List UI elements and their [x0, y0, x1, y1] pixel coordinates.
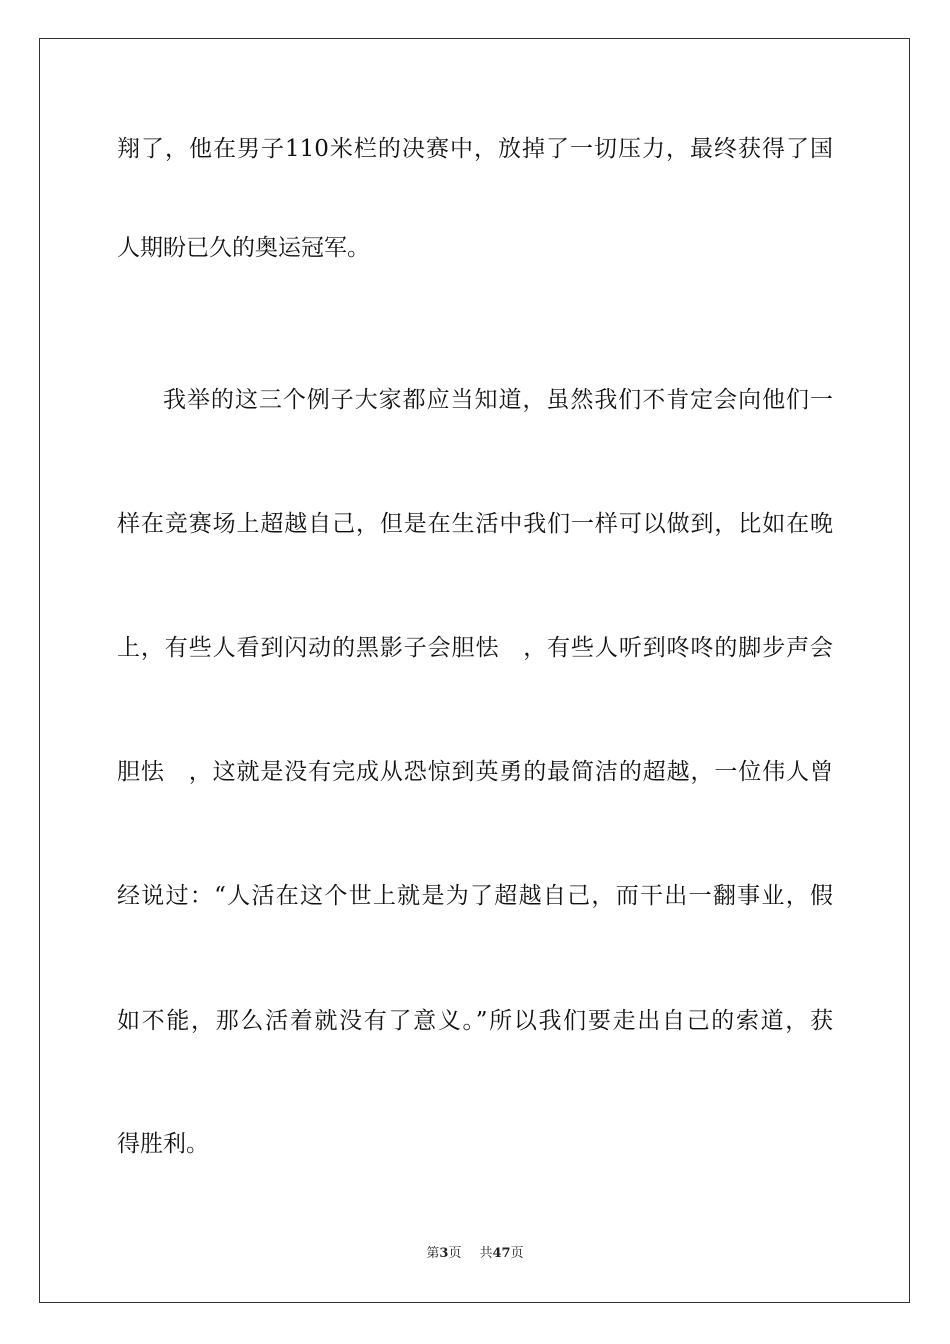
page-label-suffix: 页 [448, 1246, 462, 1261]
text-line: 人期盼已久的奥运冠军。 [117, 235, 370, 261]
text-line-paragraph-start: 我举的这三个例子大家都应当知道，虽然我们不肯定会向他们一 [163, 387, 833, 413]
page-label-prefix: 第 [426, 1246, 440, 1261]
page-border [39, 38, 910, 1303]
total-label-prefix: 共 [479, 1246, 493, 1261]
page-footer [0, 1246, 950, 1262]
text-line: 样在竞赛场上超越自己，但是在生活中我们一样可以做到，比如在晚 [117, 511, 833, 537]
text-line: 如不能，那么活着就没有了意义。”所以我们要走出自己的索道，获 [117, 1008, 833, 1034]
text-line: 胆怯 ，这就是没有完成从恐惊到英勇的最简洁的超越，一位伟人曾 [117, 759, 833, 785]
current-page-number: 3 [439, 1246, 449, 1261]
total-page-number: 47 [492, 1246, 511, 1261]
text-line: 翔了，他在男子110米栏的决赛中，放掉了一切压力，最终获得了国 [117, 136, 833, 162]
text-line: 得胜利。 [117, 1131, 209, 1157]
text-line: 经说过：“人活在这个世上就是为了超越自己，而干出一翻事业，假 [117, 883, 833, 909]
total-label-suffix: 页 [510, 1246, 524, 1261]
text-line: 上，有些人看到闪动的黑影子会胆怯 ，有些人听到咚咚的脚步声会 [117, 635, 833, 661]
